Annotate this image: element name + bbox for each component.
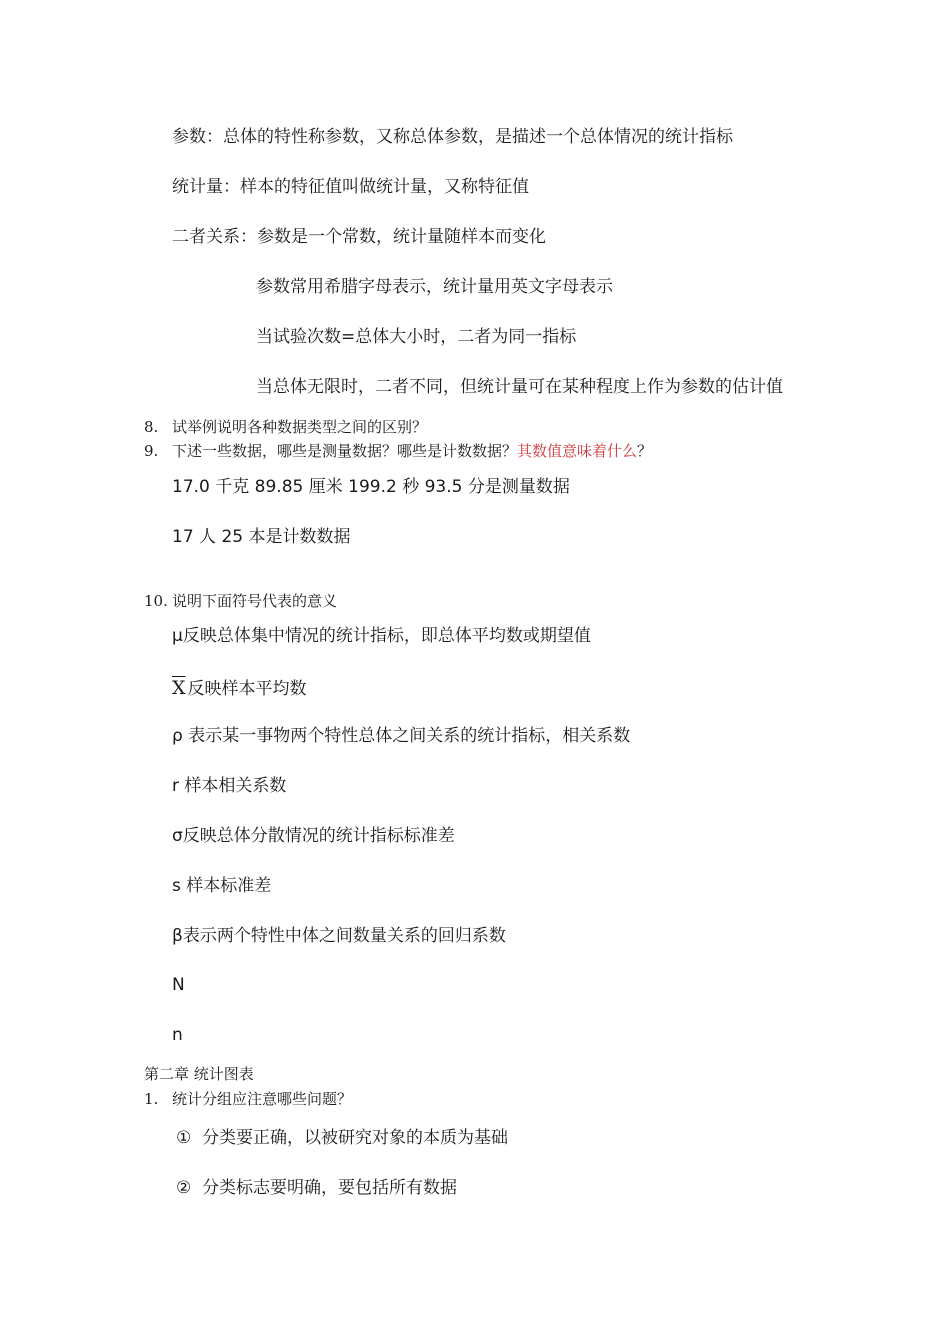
question-number: 9. bbox=[144, 442, 159, 460]
circled-number-2: ② bbox=[176, 1178, 192, 1198]
symbol-r: r 样本相关系数 bbox=[172, 776, 287, 796]
answer-measurement-data: 17.0 千克 89.85 厘米 199.2 秒 93.5 分是测量数据 bbox=[172, 477, 570, 497]
answer-relation-notation: 参数常用希腊字母表示，统计量用英文字母表示 bbox=[256, 277, 613, 297]
question-text: 下述一些数据，哪些是测量数据？哪些是计数数据？ bbox=[172, 442, 518, 460]
question-end: ？ bbox=[637, 442, 653, 460]
question-text: 统计分组应注意哪些问题？ bbox=[172, 1090, 353, 1108]
question-text: 试举例说明各种数据类型之间的区别？ bbox=[172, 418, 428, 436]
answer-relation: 二者关系：参数是一个常数，统计量随样本而变化 bbox=[172, 227, 546, 247]
symbol-rho: ρ 表示某一事物两个特性总体之间关系的统计指标，相关系数 bbox=[172, 726, 631, 746]
question-highlight: 其数值意味着什么 bbox=[517, 442, 638, 460]
xbar-text: 反映样本平均数 bbox=[187, 679, 307, 699]
question-8 bbox=[144, 420, 427, 435]
question-10 bbox=[144, 594, 337, 609]
symbol-mu: μ反映总体集中情况的统计指标，即总体平均数或期望值 bbox=[172, 626, 591, 646]
answer-text: 分类标志要明确，要包括所有数据 bbox=[202, 1178, 458, 1198]
question-9 bbox=[144, 444, 652, 459]
answer-text: 分类要正确，以被研究对象的本质为基础 bbox=[202, 1128, 509, 1148]
question-number: 1. bbox=[144, 1090, 159, 1108]
symbol-s: s 样本标准差 bbox=[172, 876, 272, 896]
symbol-sigma: σ反映总体分散情况的统计指标标准差 bbox=[172, 826, 455, 846]
ch2-answer-2 bbox=[176, 1180, 457, 1197]
answer-statistic-definition: 统计量：样本的特征值叫做统计量，又称特征值 bbox=[172, 177, 529, 197]
chapter-2-title: 第二章 统计图表 bbox=[144, 1065, 254, 1083]
chapter-2-question-1 bbox=[144, 1092, 352, 1107]
answer-relation-infinite: 当总体无限时，二者不同，但统计量可在某种程度上作为参数的估计值 bbox=[256, 377, 783, 397]
question-number: 8. bbox=[144, 418, 159, 436]
question-number: 10. bbox=[144, 592, 168, 610]
answer-relation-equal: 当试验次数=总体大小时，二者为同一指标 bbox=[256, 327, 577, 347]
symbol-n: n bbox=[172, 1025, 183, 1045]
symbol-beta: β表示两个特性中体之间数量关系的回归系数 bbox=[172, 926, 506, 946]
circled-number-1: ① bbox=[176, 1128, 192, 1148]
answer-parameter-definition: 参数：总体的特性称参数，又称总体参数，是描述一个总体情况的统计指标 bbox=[172, 127, 733, 147]
symbol-N: N bbox=[172, 975, 185, 995]
ch2-answer-1 bbox=[176, 1130, 508, 1147]
xbar-symbol: $\overline{X}$ bbox=[172, 677, 186, 699]
question-text: 说明下面符号代表的意义 bbox=[172, 592, 338, 610]
symbol-xbar bbox=[172, 679, 307, 698]
answer-count-data: 17 人 25 本是计数数据 bbox=[172, 527, 351, 547]
